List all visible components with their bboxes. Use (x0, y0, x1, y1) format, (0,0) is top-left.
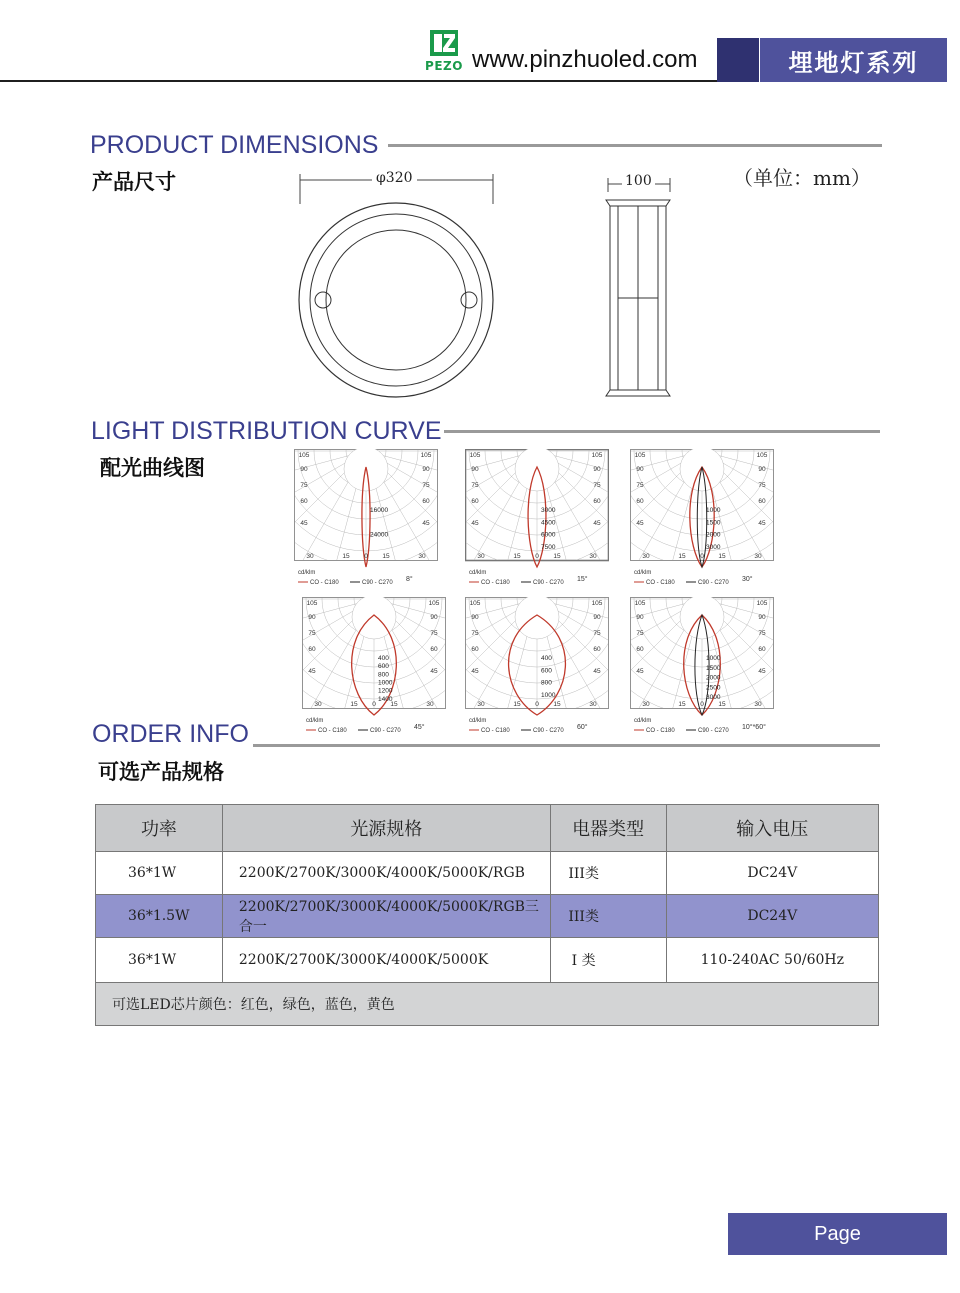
angle-tick-label: 75 (593, 482, 601, 489)
cell-voltage: 110-240AC 50/60Hz (666, 938, 878, 983)
ring-value-label: 1000 (706, 507, 721, 514)
ring-value-label: 3000 (706, 543, 721, 551)
angle-tick-label: 0 (700, 553, 704, 560)
angle-tick-label: 90 (471, 614, 479, 621)
angle-tick-label: 15 (553, 553, 561, 560)
angle-tick-label: 30 (642, 553, 650, 560)
angle-tick-label: 105 (428, 600, 440, 607)
angle-tick-label: 105 (756, 600, 768, 607)
angle-tick-label: 30 (477, 701, 485, 708)
cell-voltage: DC24V (666, 852, 878, 895)
angle-tick-label: 15 (513, 701, 521, 708)
angle-tick-label: 105 (591, 452, 603, 459)
angle-tick-label: 45 (758, 668, 766, 675)
angle-tick-label: 15 (718, 553, 726, 560)
order-subtitle: 可选产品规格 (98, 759, 224, 784)
angle-tick-label: 15 (678, 701, 686, 708)
polar-chart (294, 449, 438, 593)
legend-unit: cd/klm (469, 718, 487, 724)
chart-legend (469, 570, 588, 586)
legend-unit: cd/klm (306, 718, 324, 724)
ring-value-label: 24000 (370, 531, 389, 539)
ring-value-label: 600 (541, 667, 552, 675)
cell-source: 2200K/2700K/3000K/4000K/5000K (222, 938, 550, 983)
angle-tick-label: 45 (471, 668, 479, 675)
angle-tick-label: 90 (430, 614, 438, 621)
angle-tick-label: 105 (298, 452, 310, 459)
angle-tick-label: 45 (430, 668, 438, 675)
ring-value-label: 1200 (378, 687, 393, 695)
angle-tick-label: 45 (636, 668, 644, 675)
angle-tick-label: 0 (700, 701, 704, 708)
angle-tick-label: 45 (308, 668, 316, 675)
polar-chart (302, 597, 446, 741)
beam-angle-label: 10°*60° (742, 724, 766, 731)
legend-series-a: CO - C180 (646, 728, 675, 734)
legend-unit: cd/klm (298, 570, 316, 576)
distribution-rule (444, 430, 880, 433)
angle-tick-label: 75 (471, 482, 479, 489)
angle-tick-label: 75 (758, 482, 766, 489)
beam-angle-label: 45° (414, 724, 425, 731)
beam-angle-label: 8° (406, 576, 413, 583)
angle-tick-label: 30 (642, 701, 650, 708)
chip-color-note: 可选LED芯片颜色：红色，绿色，蓝色，黄色 (96, 983, 879, 1026)
legend-series-a: CO - C180 (318, 728, 347, 734)
beam-angle-label: 60° (577, 724, 588, 731)
angle-tick-label: 60 (636, 498, 644, 505)
header-rule (0, 80, 718, 82)
ring-value-label: 3000 (706, 694, 721, 702)
angle-tick-label: 105 (591, 600, 603, 607)
header-type: 电器类型 (550, 805, 666, 852)
angle-tick-label: 60 (758, 646, 766, 653)
height-label: 100 (622, 173, 655, 189)
brand-logo-text: PEZO (425, 59, 463, 73)
cell-power: 36*1W (96, 852, 223, 895)
legend-series-b: C90 - C270 (533, 580, 564, 586)
angle-tick-label: 90 (758, 614, 766, 621)
cell-type: III类 (550, 895, 666, 938)
angle-tick-label: 75 (593, 630, 601, 637)
chart-legend (298, 570, 413, 586)
cell-source: 2200K/2700K/3000K/4000K/5000K/RGB (222, 852, 550, 895)
angle-tick-label: 90 (758, 466, 766, 473)
table-row (96, 895, 879, 938)
angle-tick-label: 60 (471, 498, 479, 505)
order-rule (253, 744, 880, 747)
unit-label: （单位：mm） (733, 166, 871, 190)
header-voltage: 输入电压 (666, 805, 878, 852)
angle-tick-label: 45 (422, 520, 430, 527)
table-row (96, 852, 879, 895)
angle-tick-label: 15 (390, 701, 398, 708)
ring-value-label: 4500 (541, 519, 556, 527)
diameter-label: φ320 (372, 170, 417, 186)
angle-tick-label: 75 (430, 630, 438, 637)
angle-tick-label: 45 (593, 668, 601, 675)
cell-power: 36*1.5W (96, 895, 223, 938)
legend-series-a: CO - C180 (481, 728, 510, 734)
ring-value-label: 800 (541, 679, 552, 687)
angle-tick-label: 60 (300, 498, 308, 505)
angle-tick-label: 75 (471, 630, 479, 637)
chart-legend (634, 570, 753, 586)
angle-tick-label: 30 (306, 553, 314, 560)
legend-unit: cd/klm (634, 718, 652, 724)
legend-series-b: C90 - C270 (533, 728, 564, 734)
ring-value-label: 7500 (541, 543, 556, 551)
ring-value-label: 2000 (706, 674, 721, 682)
header-source: 光源规格 (222, 805, 550, 852)
angle-tick-label: 105 (306, 600, 318, 607)
angle-tick-label: 15 (382, 553, 390, 560)
angle-tick-label: 105 (634, 452, 646, 459)
page-label: Page (728, 1213, 947, 1255)
angle-tick-label: 75 (758, 630, 766, 637)
dimensions-title: PRODUCT DIMENSIONS (90, 131, 379, 159)
cell-voltage: DC24V (666, 895, 878, 938)
angle-tick-label: 105 (469, 600, 481, 607)
order-title: ORDER INFO (92, 720, 249, 748)
angle-tick-label: 75 (308, 630, 316, 637)
angle-tick-label: 90 (422, 466, 430, 473)
polar-chart (630, 449, 774, 593)
angle-tick-label: 0 (535, 553, 539, 560)
angle-tick-label: 105 (756, 452, 768, 459)
angle-tick-label: 105 (469, 452, 481, 459)
ring-value-label: 800 (378, 671, 389, 679)
cell-type: I 类 (550, 938, 666, 983)
chart-legend (469, 718, 588, 734)
legend-series-a: CO - C180 (646, 580, 675, 586)
angle-tick-label: 0 (364, 553, 368, 560)
legend-series-b: C90 - C270 (370, 728, 401, 734)
header-power: 功率 (96, 805, 223, 852)
chart-legend (634, 718, 766, 734)
angle-tick-label: 30 (418, 553, 426, 560)
angle-tick-label: 30 (589, 701, 597, 708)
angle-tick-label: 45 (471, 520, 479, 527)
legend-series-b: C90 - C270 (698, 728, 729, 734)
angle-tick-label: 105 (634, 600, 646, 607)
ring-value-label: 1500 (706, 519, 721, 527)
table-row (96, 938, 879, 983)
ring-value-label: 1000 (541, 691, 556, 699)
brand-logo (422, 28, 466, 78)
angle-tick-label: 75 (636, 630, 644, 637)
dimensions-subtitle: 产品尺寸 (92, 169, 176, 194)
angle-tick-label: 75 (300, 482, 308, 489)
ring-value-label: 2500 (706, 684, 721, 692)
ring-value-label: 16000 (370, 507, 389, 514)
beam-angle-label: 15° (577, 576, 588, 583)
top-view-drawing (290, 166, 502, 406)
legend-series-a: CO - C180 (310, 580, 339, 586)
legend-unit: cd/klm (634, 570, 652, 576)
table-note-row (96, 983, 879, 1026)
header-accent-block (717, 38, 759, 82)
brand-logo-icon (428, 28, 460, 58)
angle-tick-label: 60 (308, 646, 316, 653)
angle-tick-label: 60 (758, 498, 766, 505)
angle-tick-label: 30 (477, 553, 485, 560)
angle-tick-label: 30 (314, 701, 322, 708)
angle-tick-label: 75 (636, 482, 644, 489)
beam-angle-label: 30° (742, 576, 753, 583)
cell-source: 2200K/2700K/3000K/4000K/5000K/RGB三合一 (222, 895, 550, 938)
polar-chart (630, 597, 774, 741)
angle-tick-label: 30 (426, 701, 434, 708)
angle-tick-label: 15 (553, 701, 561, 708)
angle-tick-label: 60 (422, 498, 430, 505)
spec-table (95, 804, 879, 1026)
ring-value-label: 6000 (541, 531, 556, 539)
angle-tick-label: 15 (350, 701, 358, 708)
angle-tick-label: 105 (420, 452, 432, 459)
product-series-title: 埋地灯系列 (760, 38, 947, 82)
distribution-subtitle: 配光曲线图 (100, 455, 205, 480)
ring-value-label: 1500 (706, 664, 721, 672)
angle-tick-label: 15 (342, 553, 350, 560)
website-url[interactable]: www.pinzhuoled.com (472, 46, 698, 73)
angle-tick-label: 0 (372, 701, 376, 708)
angle-tick-label: 90 (636, 466, 644, 473)
angle-tick-label: 60 (430, 646, 438, 653)
ring-value-label: 400 (378, 655, 389, 662)
angle-tick-label: 15 (718, 701, 726, 708)
angle-tick-label: 45 (758, 520, 766, 527)
angle-tick-label: 90 (593, 614, 601, 621)
angle-tick-label: 90 (593, 466, 601, 473)
ring-value-label: 600 (378, 663, 389, 671)
angle-tick-label: 60 (471, 646, 479, 653)
distribution-title: LIGHT DISTRIBUTION CURVE (91, 417, 442, 445)
ring-value-label: 1400 (378, 695, 393, 703)
ring-value-label: 2000 (706, 531, 721, 539)
polar-chart (465, 449, 609, 593)
legend-unit: cd/klm (469, 570, 487, 576)
angle-tick-label: 15 (513, 553, 521, 560)
angle-tick-label: 0 (535, 701, 539, 708)
angle-tick-label: 60 (593, 646, 601, 653)
angle-tick-label: 60 (636, 646, 644, 653)
table-header-row (96, 805, 879, 852)
legend-series-b: C90 - C270 (362, 580, 393, 586)
angle-tick-label: 90 (300, 466, 308, 473)
angle-tick-label: 30 (754, 701, 762, 708)
angle-tick-label: 30 (754, 553, 762, 560)
polar-chart (465, 597, 609, 741)
angle-tick-label: 90 (308, 614, 316, 621)
ring-value-label: 3000 (541, 507, 556, 514)
angle-tick-label: 45 (300, 520, 308, 527)
angle-tick-label: 90 (471, 466, 479, 473)
angle-tick-label: 45 (593, 520, 601, 527)
cell-type: III类 (550, 852, 666, 895)
cell-power: 36*1W (96, 938, 223, 983)
side-view-drawing (600, 170, 680, 402)
angle-tick-label: 60 (593, 498, 601, 505)
chart-legend (306, 718, 425, 734)
legend-series-a: CO - C180 (481, 580, 510, 586)
ring-value-label: 1000 (378, 679, 393, 687)
ring-value-label: 1000 (706, 655, 721, 662)
dimensions-rule (388, 144, 882, 147)
angle-tick-label: 15 (678, 553, 686, 560)
legend-series-b: C90 - C270 (698, 580, 729, 586)
angle-tick-label: 75 (422, 482, 430, 489)
angle-tick-label: 90 (636, 614, 644, 621)
angle-tick-label: 45 (636, 520, 644, 527)
angle-tick-label: 30 (589, 553, 597, 560)
ring-value-label: 400 (541, 655, 552, 662)
